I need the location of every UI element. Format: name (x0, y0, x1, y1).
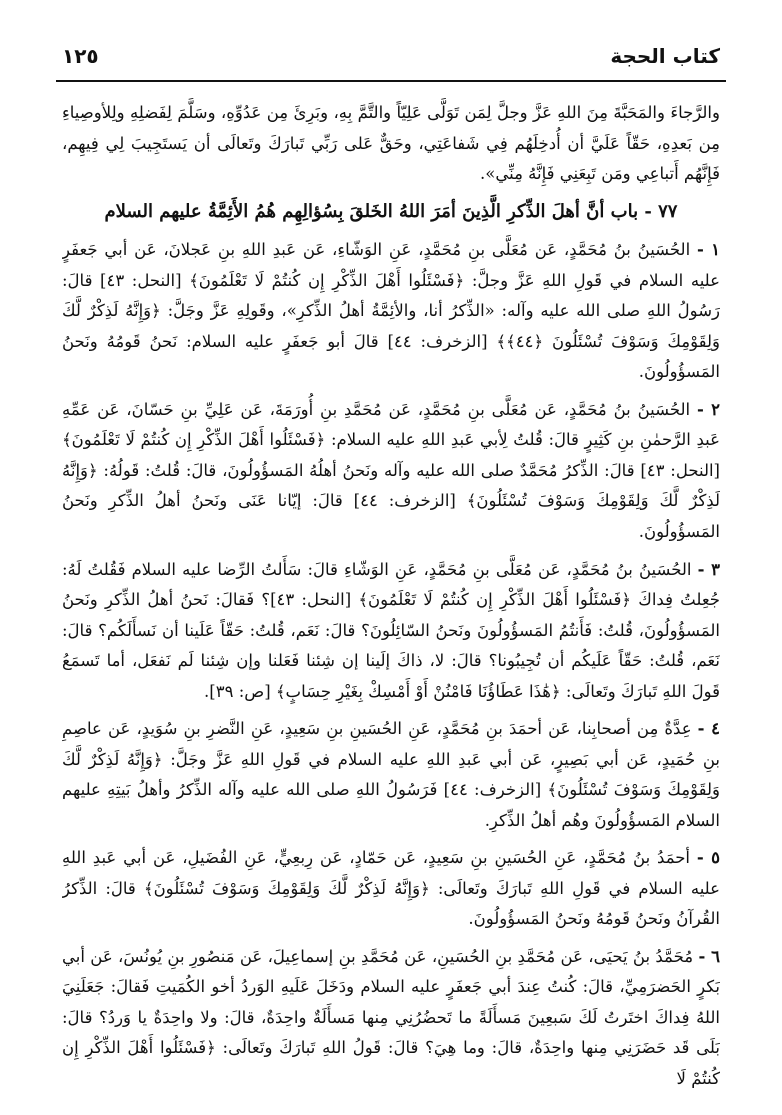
hadith-text: الحُسَينُ بنُ مُحَمَّدٍ، عَن مُعَلَّى بنِ مُحَمَّدٍ، عَن مُحَمَّدِ بنِ أُورَمَةَ، عَن عَلِيِّ بنِ حَسّانَ، عَن عَمِّهِ عَبدِ الرَّحمٰنِ بنِ كَثِيرٍ قالَ: قُلتُ لِأبي عَبدِ اللهِ عليه السلام: ﴿فَسْئَلُوا أَهْلَ الذِّكْرِ إِن كُنتُمْ لَا تَعْلَمُونَ﴾ [النحل: ٤٣] قالَ: الذِّكرُ مُحَمَّدٌ صلى الله عليه وآله ونَحنُ أهلُهُ المَسؤُولُونَ، قالَ: قُلتُ: قَولُهُ: ﴿وَإِنَّهُ لَذِكْرٌ لَّكَ وَلِقَوْمِكَ وَسَوْفَ تُسْئَلُونَ﴾ [الزخرف: ٤٤] قالَ: إيّانا عَنَى ونَحنُ أهلُ الذِّكرِ ونَحنُ المَسؤُولُونَ. (62, 399, 720, 541)
hadith-text: عِدَّةٌ مِن أصحابِنا، عَن أحمَدَ بنِ مُحَمَّدٍ، عَنِ الحُسَينِ بنِ سَعِيدٍ، عَنِ النَّضرِ بنِ سُوَيدٍ، عَن عاصِمِ بنِ حُمَيدٍ، عَن أبي بَصِيرٍ، عَن أبي عَبدِ اللهِ عليه السلام في قَولِ اللهِ عَزَّ وجَلَّ: ﴿وَإِنَّهُ لَذِكْرٌ لَّكَ وَلِقَوْمِكَ وَسَوْفَ تُسْئَلُونَ﴾ [الزخرف: ٤٤] فَرَسُولُ اللهِ صلى الله عليه وآله الذِّكرُ وأهلُ بَيتِهِ عليهم السلام المَسؤُولُونَ وهُم أهلُ الذِّكرِ. (62, 719, 720, 830)
hadith-number: ١ - (696, 240, 720, 260)
hadith-paragraph (62, 714, 720, 836)
hadith-text: أحمَدُ بنُ مُحَمَّدٍ، عَنِ الحُسَينِ بنِ سَعِيدٍ، عَن حَمّادٍ، عَن رِبعِيٍّ، عَنِ الفُضَيلِ، عَن أبي عَبدِ اللهِ عليه السلام في قَولِ اللهِ تَبارَكَ وتَعالَى: ﴿وَإِنَّهُ لَذِكْرٌ لَّكَ وَلِقَوْمِكَ وَسَوْفَ تُسْئَلُونَ﴾ قالَ: الذِّكرُ القُرآنُ ونَحنُ قَومُهُ ونَحنُ المَسؤُولُونَ. (62, 848, 720, 929)
chapter-heading: ٧٧ - باب أنَّ أهلَ الذِّكرِ الَّذِينَ أمَرَ اللهُ الخَلقَ بِسُؤالِهِم هُمُ الأَئِمَّةُ عليهم السلام (104, 200, 678, 222)
hadith-paragraph (62, 395, 720, 548)
hadith-paragraph (62, 235, 720, 388)
header-rule (56, 80, 726, 82)
hadith-paragraph (62, 942, 720, 1095)
page-body (62, 98, 720, 1101)
intro-paragraph: والرَّجاءَ والمَحَبَّةَ مِنَ اللهِ عَزَّ وجلَّ لِمَن تَوَلَّى عَلِيّاً والتَّمَّ بِهِ، وبَرِئَ مِن عَدُوِّهِ، وسَلَّمَ لِفَضلِهِ ولِلأوصِياءِ مِن بَعدِهِ، حَقّاً عَلَيَّ أن أُدخِلَهُم فِي شَفاعَتِي، وحَقٌّ عَلى رَبِّي تَبارَكَ وتَعالَى أن يَستَجِيبَ لِي فِيهِم، فَإِنَّهُم أَتباعِي ومَن تَبِعَنِي فَإِنَّهُ مِنِّي». (62, 103, 720, 184)
hadith-number: ٦ - (698, 946, 720, 966)
hadith-number: ٤ - (697, 719, 720, 739)
hadith-paragraph (62, 555, 720, 708)
hadith-text: الحُسَينُ بنُ مُحَمَّدٍ، عَن مُعَلَّى بنِ مُحَمَّدٍ، عَنِ الوَشّاءِ، عَن عَبدِ اللهِ بنِ عَجلانَ، عَن أبي جَعفَرٍ عليه السلام في قَولِ اللهِ عَزَّ وجلَّ: ﴿فَسْئَلُوا أَهْلَ الذِّكْرِ إِن كُنتُمْ لَا تَعْلَمُونَ﴾ [النحل: ٤٣] قالَ: رَسُولُ اللهِ صلى الله عليه وآله: «الذِّكرُ أنا، والأئِمَّةُ أهلُ الذِّكرِ»، وقَولِهِ عَزَّ وجَلَّ: ﴿وَإِنَّهُ لَذِكْرٌ لَّكَ وَلِقَوْمِكَ وَسَوْفَ تُسْئَلُونَ ﴿٤٤﴾﴾ [الزخرف: ٤٤] قالَ أبو جَعفَرٍ عليه السلام: نَحنُ قَومُهُ ونَحنُ المَسؤُولُونَ. (62, 240, 720, 382)
page-number: ١٢٥ (62, 44, 99, 68)
book-title: كتاب الحجة (610, 44, 720, 68)
hadith-text: مُحَمَّدُ بنُ يَحيَى، عَن مُحَمَّدِ بنِ الحُسَينِ، عَن مُحَمَّدِ بنِ إسماعِيلَ، عَن مَنصُورِ بنِ يُونُسَ، عَن أبي بَكرٍ الحَضرَمِيِّ، قالَ: كُنتُ عِندَ أبي جَعفَرٍ عليه السلام ودَخَلَ عَلَيهِ الوَردُ أخو الكُمَيتِ فَقالَ: جَعَلَنِيَ اللهُ فِداكَ اختَرتُ لَكَ سَبعِينَ مَسأَلَةً ما تَحضُرُنِي مِنها مَسأَلَةٌ واحِدَةٌ، قالَ: ولا واحِدَةٌ يا وَردُ؟ قالَ: بَلَى قَد حَضَرَنِي مِنها واحِدَةٌ، قالَ: وما هِيَ؟ قالَ: قَولُ اللهِ تَبارَكَ وتَعالَى: ﴿فَسْئَلُوا أَهْلَ الذِّكْرِ إِن كُنتُمْ لَا (62, 946, 720, 1088)
hadith-number: ٣ - (697, 559, 720, 579)
hadith-number: ٢ - (696, 399, 720, 419)
page-header (62, 38, 720, 78)
hadith-paragraph (62, 843, 720, 935)
hadith-text: الحُسَينُ بنُ مُحَمَّدٍ، عَن مُعَلَّى بنِ مُحَمَّدٍ، عَنِ الوَشّاءِ قالَ: سَأَلتُ الرِّضا عليه السلام فَقُلتُ لَهُ: جُعِلتُ فِداكَ ﴿فَسْئَلُوا أَهْلَ الذِّكْرِ إِن كُنتُمْ لَا تَعْلَمُونَ﴾ [النحل: ٤٣]؟ فَقالَ: نَحنُ أهلُ الذِّكرِ ونَحنُ المَسؤُولُونَ، قُلتُ: فَأَنتُمُ المَسؤُولُونَ ونَحنُ السّائِلُونَ؟ قالَ: نَعَم، قُلتُ: حَقّاً عَلَينا أن نَسأَلَكُم؟ قالَ: نَعَم، قُلتُ: حَقّاً عَلَيكُم أن تُجِيبُونا؟ قالَ: لا، ذاكَ إلَينا إن شِئنا فَعَلنا وإن شِئنا لَم نَفعَل، أما تَسمَعُ قَولَ اللهِ تَبارَكَ وتَعالَى: ﴿هَٰذَا عَطَاؤُنَا فَامْنُنْ أَوْ أَمْسِكْ بِغَيْرِ حِسَابٍ﴾ [ص: ٣٩]. (62, 559, 720, 701)
hadith-number: ٥ - (696, 848, 720, 868)
